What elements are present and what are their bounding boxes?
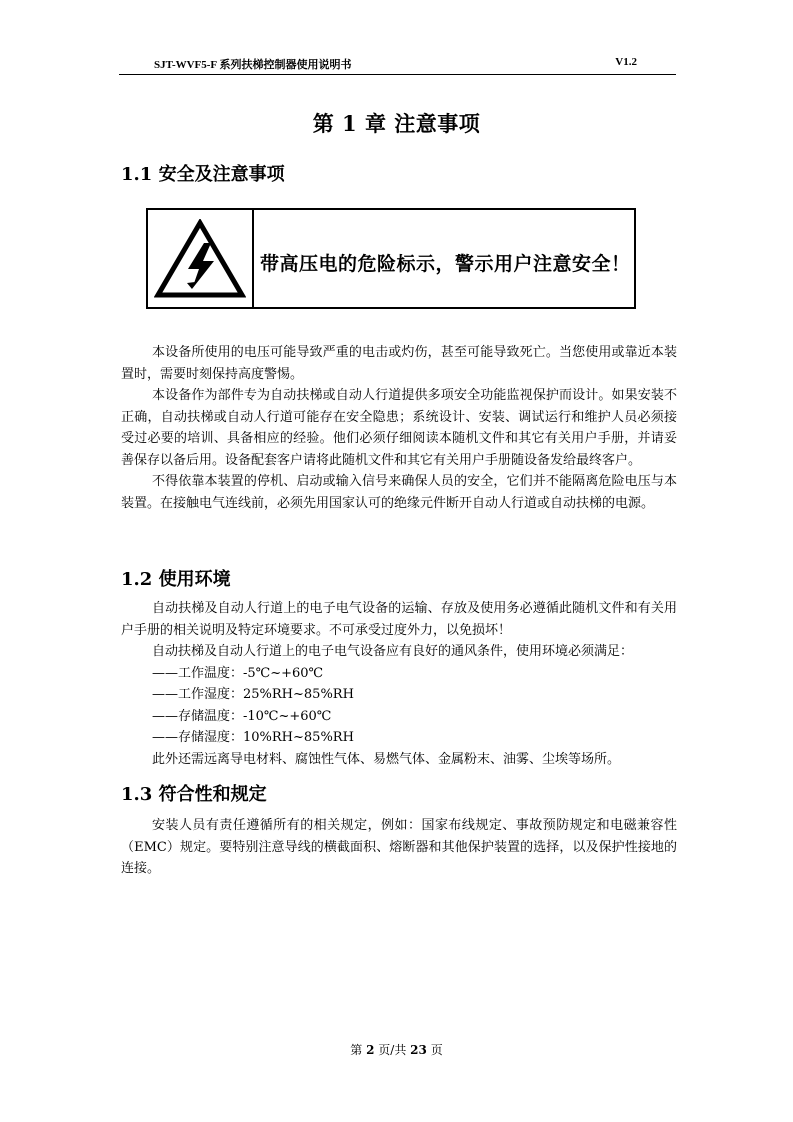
safety-paragraphs [121, 342, 677, 514]
total-page-count: 23 [410, 1043, 427, 1057]
chapter-title: 第 1 章 注意事项 [312, 111, 481, 136]
section-heading-1-1: 1.1 安全及注意事项 [121, 164, 285, 185]
environment-closing: 此外还需远离导电材料、腐蚀性气体、易燃气体、金属粉末、油雾、尘埃等场所。 [152, 751, 621, 767]
safety-paragraph: 不得依靠本装置的停机、启动或输入信号来确保人员的安全，它们并不能隔离危险电压与本装置。在接触电气连线前，必须先用国家认可的绝缘元件断开自动人行道或自动扶梯的电源。 [121, 474, 677, 511]
high-voltage-warning-icon [154, 219, 246, 299]
environment-requirement: 自动扶梯及自动人行道上的电子电气设备应有良好的通风条件，使用环境必须满足： [152, 644, 634, 659]
safety-paragraph: 本设备作为部件专为自动扶梯或自动人行道提供多项安全功能监视保护而设计。如果安装不正确，自动扶梯或自动人行道可能存在安全隐患；系统设计、安装、调试运行和维护人员必须接受过必要的培训、具备相应的经验。他们必须仔细阅读本随机文件和其它有关用户手册，并请妥善保存以备后用。设备配套客户请将此随机文件和其它有关用户手册随设备发给最终客户。 [121, 388, 677, 468]
compliance-paragraph: 安装人员有责任遵循所有的相关规定，例如：国家布线规定、事故预防规定和电磁兼容性（EMC）规定。要特别注意导线的横截面积、熔断器和其他保护装置的选择，以及保护性接地的连接。 [121, 818, 677, 876]
environment-item: ——工作湿度：25%RH~85%RH [152, 687, 354, 702]
section-heading-1-3: 1.3 符合性和规定 [121, 784, 267, 805]
environment-item: ——存储温度：-10℃~+60℃ [152, 708, 332, 724]
environment-block [121, 598, 677, 770]
warning-box [146, 208, 636, 309]
footer-prefix: 第 [350, 1043, 363, 1057]
document-title: SJT-WVF5-F 系列扶梯控制器使用说明书 [154, 59, 352, 71]
environment-item: ——存储湿度：10%RH~85%RH [152, 730, 354, 745]
environment-intro: 自动扶梯及自动人行道上的电子电气设备的运输、存放及使用务必遵循此随机文件和有关用户手册的相关说明及特定环境要求。不可承受过度外力，以免损坏！ [121, 601, 677, 638]
environment-item: ——工作温度：-5℃~+60℃ [152, 665, 324, 681]
page-footer [0, 1041, 793, 1058]
page-header [119, 54, 676, 75]
current-page-number: 2 [366, 1043, 375, 1057]
compliance-block [121, 815, 677, 880]
section-heading-1-2: 1.2 使用环境 [121, 569, 231, 590]
warning-icon-cell [148, 210, 254, 307]
footer-middle: 页/共 [378, 1043, 407, 1057]
warning-text: 带高压电的危险标示，警示用户注意安全！ [260, 253, 631, 275]
version-label: V1.2 [615, 56, 637, 68]
safety-paragraph: 本设备所使用的电压可能导致严重的电击或灼伤，甚至可能导致死亡。当您使用或靠近本装置时，需要时刻保持高度警惕。 [121, 345, 677, 382]
footer-suffix: 页 [430, 1043, 443, 1057]
